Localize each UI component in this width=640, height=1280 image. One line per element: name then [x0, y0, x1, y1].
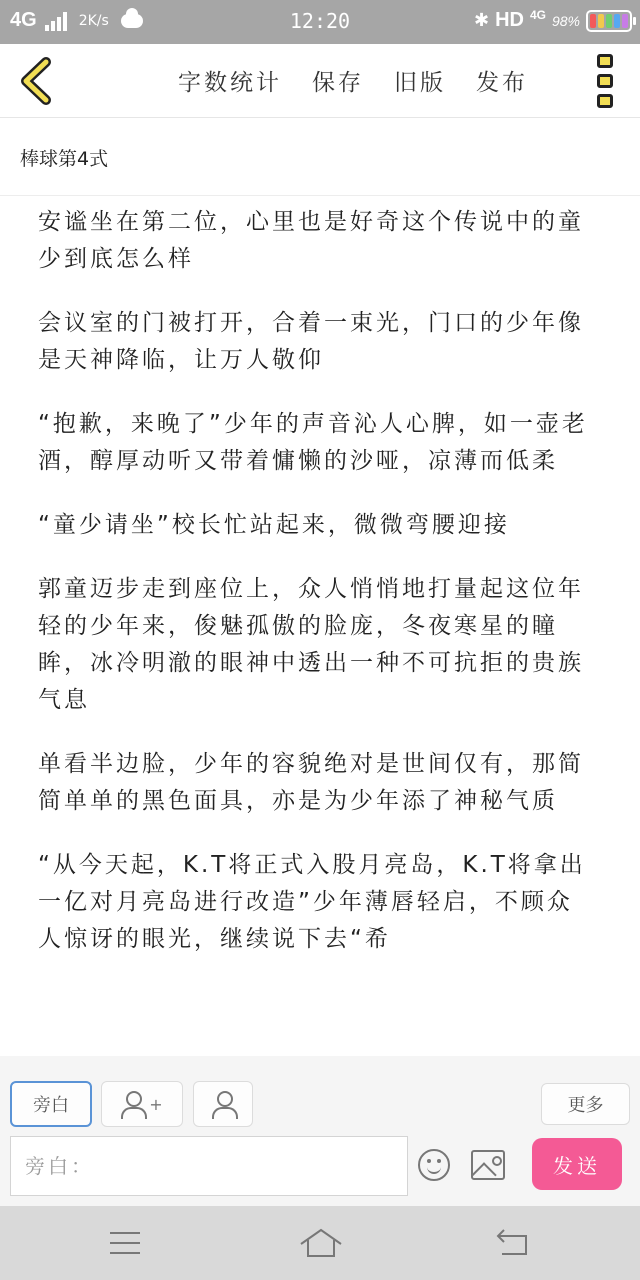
publish-button[interactable]: 发布	[476, 70, 528, 96]
paragraph: 郭童迈步走到座位上，众人悄悄地打量起这位年轻的少年来，俊魅孤傲的脸庞，冬夜寒星的瞳眸，冰冷明澈的眼神中透出一种不可抗拒的贵族气息	[38, 576, 584, 713]
menu-dots-icon[interactable]	[597, 54, 615, 108]
nav-bar	[0, 1206, 640, 1280]
role-button[interactable]	[193, 1081, 253, 1127]
emoji-icon[interactable]	[418, 1149, 450, 1181]
image-icon[interactable]	[471, 1150, 505, 1180]
network-speed: 2K/s	[78, 12, 109, 29]
more-label: 更多	[567, 1095, 604, 1116]
network-type: 4G	[10, 9, 37, 31]
old-version-button[interactable]: 旧版	[394, 70, 446, 96]
back-nav-icon[interactable]	[488, 1222, 538, 1262]
paragraph: 安谧坐在第二位，心里也是好奇这个传说中的童少到底怎么样	[38, 209, 584, 272]
narration-chip[interactable]	[10, 1081, 92, 1127]
clock: 12:20	[289, 9, 351, 33]
battery-percent: 98%	[551, 12, 580, 29]
paragraph: “抱歉，来晚了”少年的声音沁人心脾，如一壶老酒，醇厚动听又带着慵懒的沙哑，凉薄而低柔	[38, 411, 588, 474]
menu-lines-icon[interactable]	[100, 1222, 150, 1262]
paragraph: “童少请坐”校长忙站起来，微微弯腰迎接	[38, 512, 510, 538]
bluetooth-icon: ✱	[473, 10, 490, 30]
add-plus: +	[149, 1094, 163, 1114]
hd-indicator: HD	[495, 9, 524, 31]
person-icon	[212, 1091, 234, 1117]
composer	[0, 1056, 640, 1206]
toolbar	[178, 64, 558, 97]
paragraph: 单看半边脸，少年的容貌绝对是世间仅有，那简简单单的黑色面具，亦是为少年添了神秘气质	[38, 751, 584, 814]
app-header	[0, 44, 640, 118]
paragraph: “从今天起，K.T将正式入股月亮岛，K.T将拿出一亿对月亮岛进行改造”少年薄唇轻启，不顾众人惊讶的眼光，继续说下去“希	[38, 852, 586, 952]
status-bar	[0, 0, 640, 44]
back-chevron-icon[interactable]	[16, 56, 56, 106]
story-content[interactable]	[38, 204, 598, 1056]
more-button[interactable]	[541, 1083, 630, 1125]
home-icon[interactable]	[296, 1222, 346, 1262]
add-role-button[interactable]	[101, 1081, 183, 1127]
send-button[interactable]: 发送	[532, 1138, 622, 1190]
battery-icon	[586, 10, 632, 32]
network-type-right: 4G	[529, 7, 546, 22]
word-count-button[interactable]: 字数统计	[178, 70, 282, 96]
narration-chip-label: 旁白	[33, 1095, 69, 1116]
message-input[interactable]	[10, 1136, 408, 1196]
person-add-icon	[121, 1091, 143, 1117]
status-right	[474, 9, 632, 32]
chapter-title: 棒球第4式	[20, 148, 109, 170]
save-button[interactable]: 保存	[312, 70, 364, 96]
paragraph: 会议室的门被打开，合着一束光，门口的少年像是天神降临，让万人敬仰	[38, 310, 584, 373]
chapter-title-bar[interactable]	[0, 118, 640, 196]
